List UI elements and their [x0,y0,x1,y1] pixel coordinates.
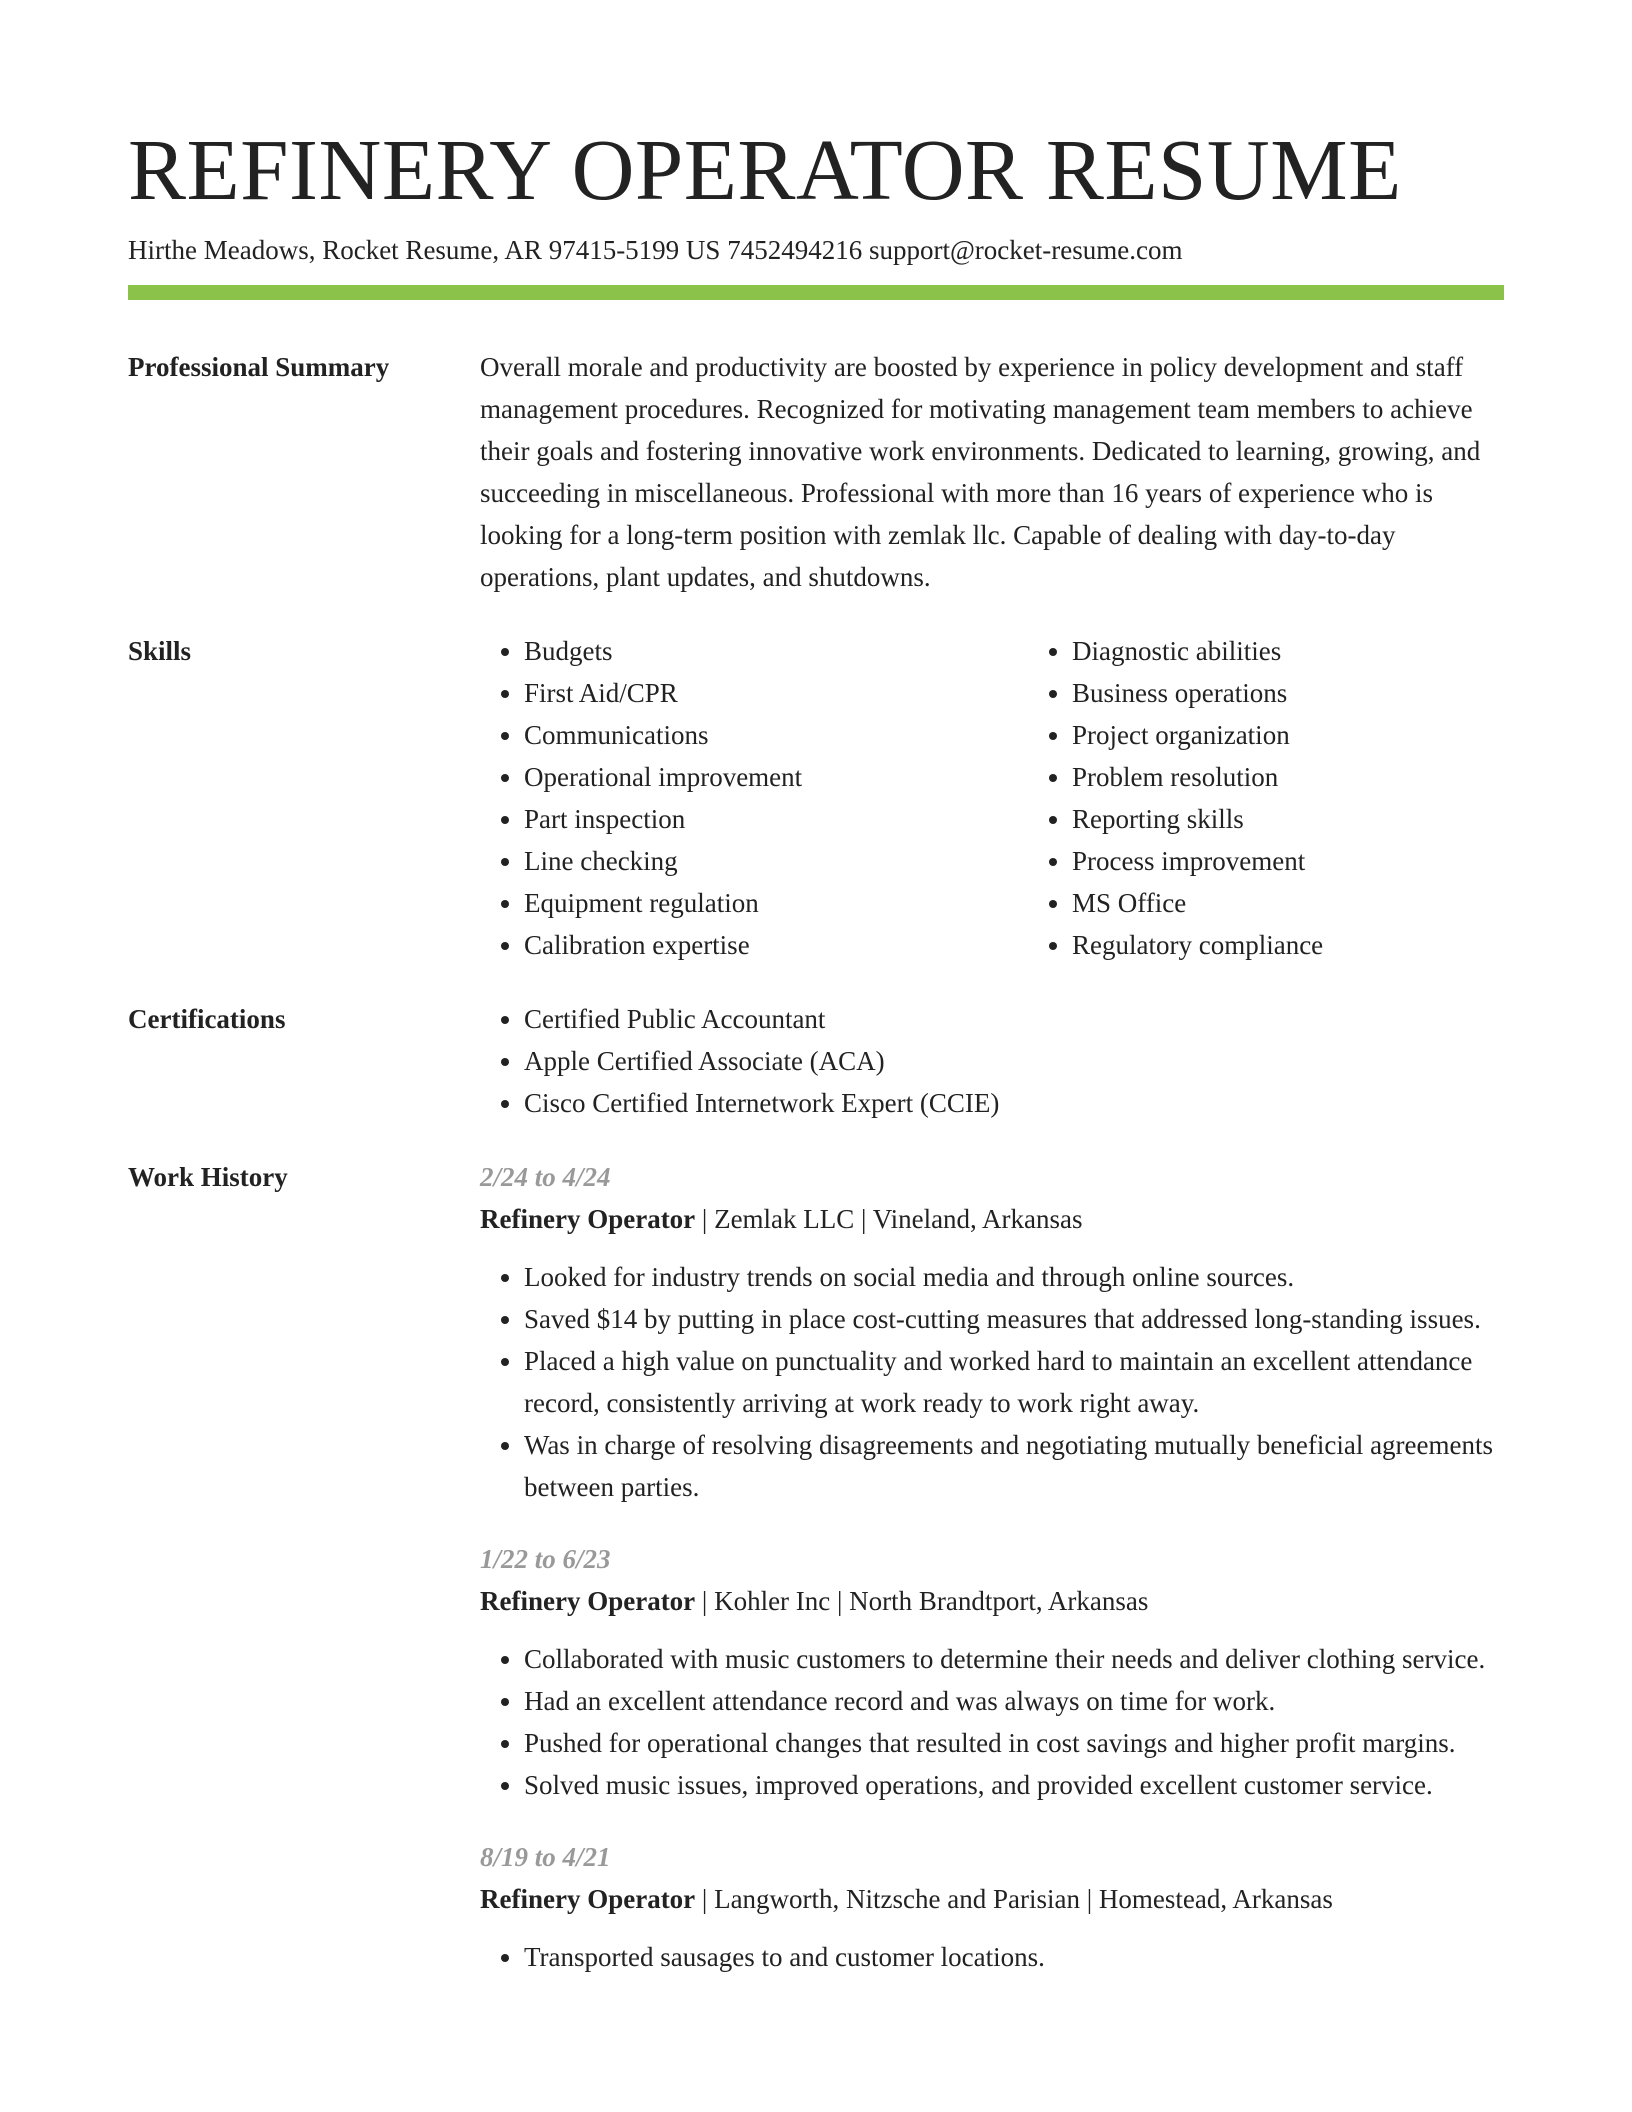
job-bullet: • Collaborated with music customers to determine their needs and deliver clothing service. [524,1638,1504,1680]
summary-heading: Professional Summary [128,352,390,382]
work-history-heading: Work History [128,1162,288,1192]
job-date: 8/19 to 4/21 [480,1842,611,1872]
skill-item: • Problem resolution [1072,756,1576,798]
skills-column-2 [1028,630,1576,966]
job-bullet: • Had an excellent attendance record and was always on time for work. [524,1680,1504,1722]
job-heading [480,1878,1504,1920]
accent-divider [128,285,1504,300]
skill-item: • Communications [524,714,1028,756]
job-title: Refinery Operator [480,1204,696,1234]
skill-item: • Diagnostic abilities [1072,630,1576,672]
work-history-body [480,1156,1504,1978]
job-details: | Zemlak LLC | Vineland, Arkansas [695,1204,1083,1234]
resume-page [128,118,1504,1978]
skill-item: • Part inspection [524,798,1028,840]
skills-heading: Skills [128,636,192,666]
job-bullet: • Solved music issues, improved operations, and provided excellent customer service. [524,1764,1504,1806]
job-heading [480,1198,1504,1240]
skill-item: • Process improvement [1072,840,1576,882]
certifications-body [480,998,1504,1124]
resume-title: REFINERY OPERATOR RESUME [128,121,1402,218]
job-date: 2/24 to 4/24 [480,1162,611,1192]
work-history-section [128,1156,1504,1978]
job-bullet: • Was in charge of resolving disagreements and negotiating mutually beneficial agreements between parties. [524,1424,1504,1508]
job-details: | Kohler Inc | North Brandtport, Arkansas [695,1586,1149,1616]
certifications-list [480,998,1504,1124]
certification-item: • Apple Certified Associate (ACA) [524,1040,1504,1082]
job-date: 1/22 to 6/23 [480,1544,611,1574]
skill-item: • Business operations [1072,672,1576,714]
job-bullets [480,1936,1504,1978]
job-bullets [480,1638,1504,1806]
skills-column-1 [480,630,1028,966]
job-bullets [480,1256,1504,1508]
job-bullet: • Looked for industry trends on social media and through online sources. [524,1256,1504,1298]
job-entry [480,1538,1504,1806]
skill-item: • First Aid/CPR [524,672,1028,714]
skill-item: • Reporting skills [1072,798,1576,840]
skills-section [128,630,1504,966]
certification-item: • Certified Public Accountant [524,998,1504,1040]
skill-item: • Calibration expertise [524,924,1028,966]
job-title: Refinery Operator [480,1586,696,1616]
skill-item: • Budgets [524,630,1028,672]
skill-item: • MS Office [1072,882,1576,924]
job-title: Refinery Operator [480,1884,696,1914]
skill-item: • Line checking [524,840,1028,882]
summary-section [128,346,1504,598]
certification-item: • Cisco Certified Internetwork Expert (CCIE) [524,1082,1504,1124]
skill-item: • Project organization [1072,714,1576,756]
job-entry [480,1156,1504,1508]
summary-text: Overall morale and productivity are boosted by experience in policy development and staff management procedures. Recognized for motivating management team members to achieve their goals and fostering innovative work environments. Dedicated to learning, growing, and succeeding in miscellaneous. Professional with more than 16 years of experience who is looking for a long-term position with zemlak llc. Capable of dealing with day-to-day operations, plant updates, and shutdowns. [480,352,1481,592]
certifications-heading: Certifications [128,1004,286,1034]
skill-item: • Equipment regulation [524,882,1028,924]
contact-line: Hirthe Meadows, Rocket Resume, AR 97415-5199 US 7452494216 support@rocket-resume.com [128,235,1183,265]
skill-item: • Regulatory compliance [1072,924,1576,966]
job-bullet: • Transported sausages to and customer locations. [524,1936,1504,1978]
skills-columns [480,630,1576,966]
job-heading [480,1580,1504,1622]
job-entry [480,1836,1504,1978]
job-bullet: • Placed a high value on punctuality and worked hard to maintain an excellent attendance record, consistently arriving at work ready to work right away. [524,1340,1504,1424]
skill-item: • Operational improvement [524,756,1028,798]
job-bullet: • Pushed for operational changes that resulted in cost savings and higher profit margins. [524,1722,1504,1764]
job-bullet: • Saved $14 by putting in place cost-cutting measures that addressed long-standing issues. [524,1298,1504,1340]
job-details: | Langworth, Nitzsche and Parisian | Homestead, Arkansas [695,1884,1333,1914]
certifications-section [128,998,1504,1124]
